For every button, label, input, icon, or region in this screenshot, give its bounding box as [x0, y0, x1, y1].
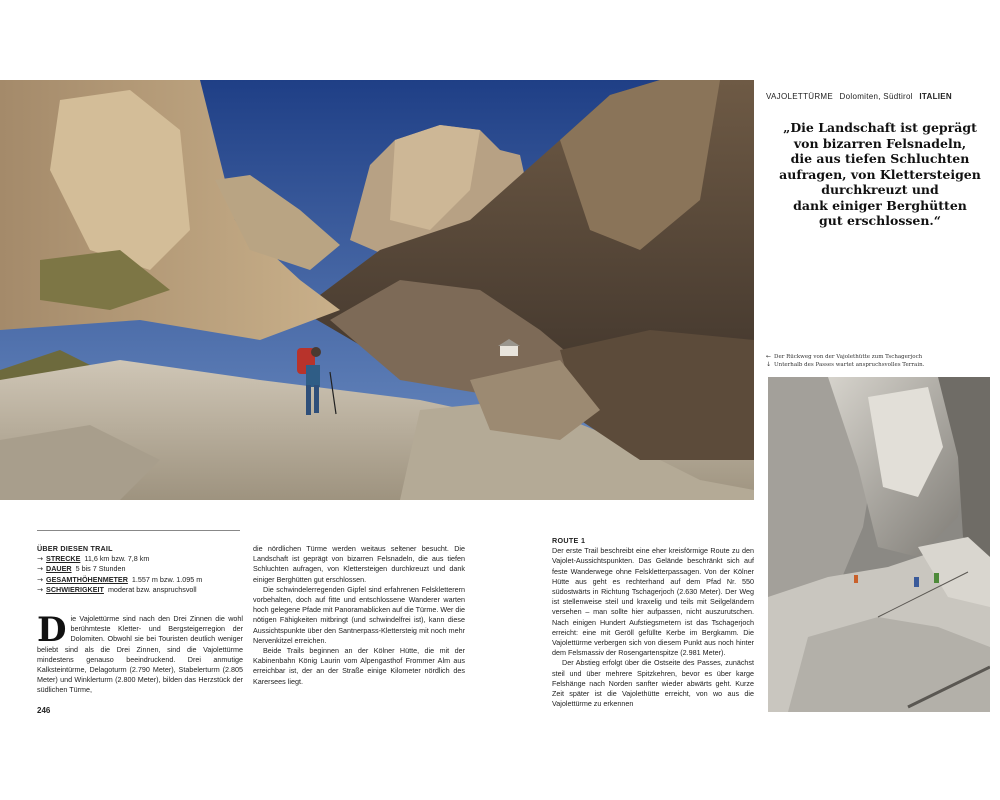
info-key: GESAMTHÖHENMETER	[46, 574, 128, 584]
body-paragraph: die nördlichen Türme werden weitaus seltener besucht. Die Landschaft ist geprägt von bizarren Felsnadeln, die aus tiefen Schluchten aufragen, von Klettersteigen durchkreuzt und dank einiger Berghütten gut erschlossen.	[253, 544, 465, 584]
body-column-3	[552, 536, 754, 709]
info-divider	[37, 530, 240, 531]
arrow-right-icon: →	[37, 564, 44, 574]
info-key: SCHWIERIGKEIT	[46, 584, 104, 594]
info-value: 11,6 km bzw. 7,8 km	[84, 554, 150, 564]
side-photo-caption	[766, 353, 994, 369]
pull-quote-line: gut erschlossen.“	[819, 213, 941, 228]
pull-quote	[766, 120, 994, 229]
info-value: 1.557 m bzw. 1.095 m	[131, 574, 203, 584]
trail-info-heading: ÜBER DIESEN TRAIL	[37, 544, 113, 553]
info-value: moderat bzw. anspruchsvoll	[107, 584, 197, 594]
info-value: 5 bis 7 Stunden	[75, 564, 126, 574]
route-heading: ROUTE 1	[552, 536, 586, 545]
page-number: 246	[37, 706, 51, 715]
pull-quote-line: dank einiger Berghütten	[793, 197, 967, 213]
caption-line: Der Rückweg von der Vajolethütte zum Tschagerjoch	[774, 354, 923, 360]
side-rock-photo	[768, 377, 990, 712]
trail-info-row	[37, 575, 247, 585]
trail-info-row	[37, 554, 247, 564]
trail-info-row	[37, 585, 247, 595]
body-paragraph: Beide Trails beginnen an der Kölner Hütte, die mit der Kabinenbahn König Laurin vom Alpengasthof Frommer Alm aus erreichbar ist, der an der Straße einige Kilometer nördlich des Karersees liegt.	[253, 646, 465, 686]
arrow-right-icon: →	[37, 554, 44, 564]
body-paragraph: Der Abstieg erfolgt über die Ostseite des Passes, zunächst steil und über mehrere Spitzkehren, bevor es über karge Felshänge nach Norden sanfter wieder abwärts geht. Kurze Zeit später ist die Vajolethütte erreicht, von wo aus die Vajolettürme zu erkennen	[552, 658, 754, 709]
pull-quote-line: aufragen, von Klettersteigen	[779, 166, 981, 182]
location-line	[766, 92, 996, 101]
pull-quote-line: durchkreuzt und	[821, 182, 939, 197]
pull-quote-line: von bizarren Felsnadeln,	[793, 135, 967, 151]
drop-cap: D	[37, 610, 67, 650]
location-country: ITALIEN	[919, 92, 952, 101]
arrow-down-icon: ↓	[766, 361, 772, 368]
trail-info-row	[37, 564, 247, 574]
body-paragraph: Der erste Trail beschreibt eine eher kreisförmige Route zu den Vajolet-Aussichtspunkten. Das Gelände beschränkt sich auf feste Wanderwege ohne Felskletterpassagen. Von der Kölner Hütte aus geht es rechterhand auf dem Pfad Nr. 550 südostwärts in Richtung Tschagerjoch (2.630 Meter). Der Weg ist stellenweise steil und kraxelig und teils mit Seilgeländern versehen – man sollte hier aufpassen, nicht auszurutschen. Nach einigen Hundert Aufstiegsmetern ist das Tschagerjoch erreicht: eine mit Geröll gefüllte Kerbe im Bergkamm. Die Vajolettürme verbergen sich von diesem Punkt aus noch hinter dem Felsmassiv der Rosengartenspitze (2.981 Meter).	[552, 546, 754, 658]
body-paragraph: ie Vajolettürme sind nach den Drei Zinnen die wohl berühmteste Kletter- und Bergsteigerregion der Dolomiten. Obwohl sie bei Touristen deutlich weniger beliebt sind als die Drei Zinnen, sind die Vajolettürme mindestens genauso beeindruckend. Drei anmutige Kalksteintürme, Delagoturm (2.790 Meter), Stabelerturm (2.805 Meter) und Winklerturm (2.800 Meter), bilden das Herzstück der südlichen Türme,	[37, 614, 243, 695]
pull-quote-line: „Die Landschaft ist geprägt	[783, 120, 977, 135]
body-column-2	[253, 544, 465, 687]
arrow-right-icon: →	[37, 574, 44, 584]
info-key: STRECKE	[46, 554, 81, 564]
body-paragraph: Die schwindelerregenden Gipfel sind erfahrenen Felskletterern vorbehalten, doch auf fitte und entschlossene Wanderer warten hoch gelegene Pfade mit Panoramablicken auf die Türme. Wer die nötigen Fähigkeiten mitbringt (und schwindelfrei ist), kann diese Aussichtspunkte über den Santnerpass-Klettersteig mit noch mehr Nervenkitzel erreichen.	[253, 584, 465, 645]
body-column-1	[37, 610, 243, 696]
arrow-left-icon: ←	[766, 353, 772, 360]
pull-quote-line: die aus tiefen Schluchten	[790, 151, 970, 166]
caption-line: Unterhalb des Passes wartet anspruchsvolles Terrain.	[774, 362, 925, 368]
info-key: DAUER	[46, 564, 72, 574]
location-region: Dolomiten, Südtirol	[839, 92, 913, 101]
location-name: VAJOLETTÜRME	[766, 92, 834, 101]
trail-info	[37, 544, 247, 595]
main-landscape-photo	[0, 80, 754, 500]
arrow-right-icon: →	[37, 584, 44, 594]
